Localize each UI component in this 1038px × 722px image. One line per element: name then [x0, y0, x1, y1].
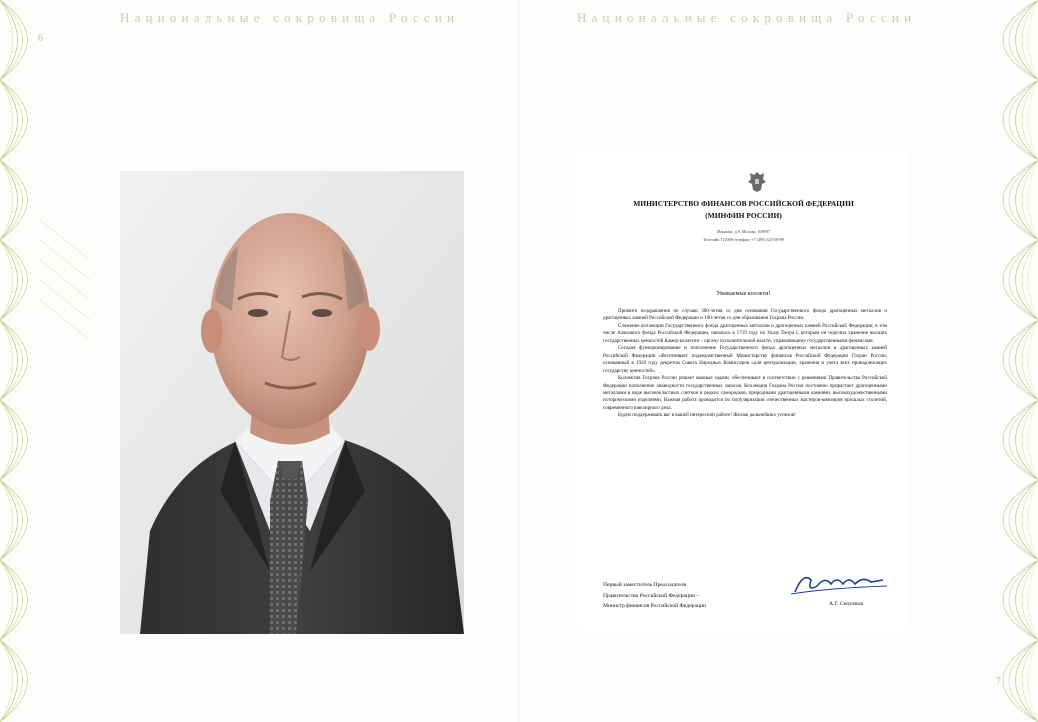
address-line: Ильинка, д.9, Москва, 109097 [717, 229, 770, 234]
signer-name: А.Г. Силуанов [829, 601, 863, 607]
coat-of-arms-icon [747, 170, 767, 194]
signer-title [603, 580, 706, 612]
signer-title-line: Первый заместитель Председателя [603, 582, 687, 588]
ministry-short-name: (МИНФИН РОССИИ) [705, 211, 782, 220]
letterhead-address [577, 228, 910, 244]
page-gutter [518, 0, 520, 722]
contacts-line: Телетайп 112008 телефакс +7 (495) 625-08-89 [702, 237, 785, 242]
letter-body [603, 308, 887, 420]
signer-title-line: Правительства Российской Федерации – [603, 592, 700, 599]
ministry-name: МИНИСТЕРСТВО ФИНАНСОВ РОССИЙСКОЙ ФЕДЕРАЦИИ [633, 199, 854, 208]
page-number-left: 6 [38, 33, 43, 44]
letter-paragraph: Сложение коллекции Государственного фонда драгоценных металлов и драгоценных камней Российской Федерации, в том числе Алмазного фонда Российской Федерации, началось в 1719 году по Указу Петра I, которым он поручил хранение высших государственных ценностей Камер-коллегии – органу исполнительной власти, управляющему государственными финансами. [603, 322, 887, 344]
letter-paragraph: Примите поздравления по случаю 300-летия со дня основания Государственного фонда драгоценных металлов и драгоценных камней Российской Федерации и 100-летия со дня образования Гохрана России. [603, 308, 887, 322]
handwritten-signature-icon [789, 562, 889, 602]
ministry-letter [577, 150, 910, 630]
guilloche-border-left-icon [0, 0, 90, 722]
letter-salutation: Уважаемые коллеги! [716, 290, 771, 297]
letter-paragraph: Будем поддерживать вас в вашей интересной работе! Желаю дальнейших успехов! [618, 412, 796, 419]
portrait-photo [120, 171, 464, 634]
letter-paragraph: Коллектив Гохрана России решает важные задачи, обеспечивает в соответствии с решениями Правительства Российской Федерации пополнение ликвидности государственных запасов. Коллекция Гохрана России постоянно прирастает драгоценными металлами в виде высококлассных слитков и редких самородков, природными драгоценными камнями, высокохудожественными историческими изделиями. Важная работа проводится по популяризации отечественных мастеров-ювелиров прошлых столетий, современного ювелирного дела. [603, 375, 887, 411]
letterhead-title [577, 198, 910, 222]
page-number-right: 7 [996, 676, 1001, 687]
guilloche-border-right-icon [948, 0, 1038, 722]
signer-title-line: Министр финансов Российской Федерации [603, 603, 706, 609]
running-head-right: Национальные сокровища России [577, 10, 917, 25]
running-head-left: Национальные сокровища России [120, 10, 460, 25]
letter-paragraph: Сегодня функционирование и пополнение Государственного фонда драгоценных металлов и драгоценных камней Российской Федерации обеспечивает подведомственный Министерству финансов Российской Федерации Гохран России, основанный в 1920 году декретом Совета Народных Комиссаров «для централизации, хранения и учета всех принадлежащих государству ценностей». [603, 345, 887, 374]
